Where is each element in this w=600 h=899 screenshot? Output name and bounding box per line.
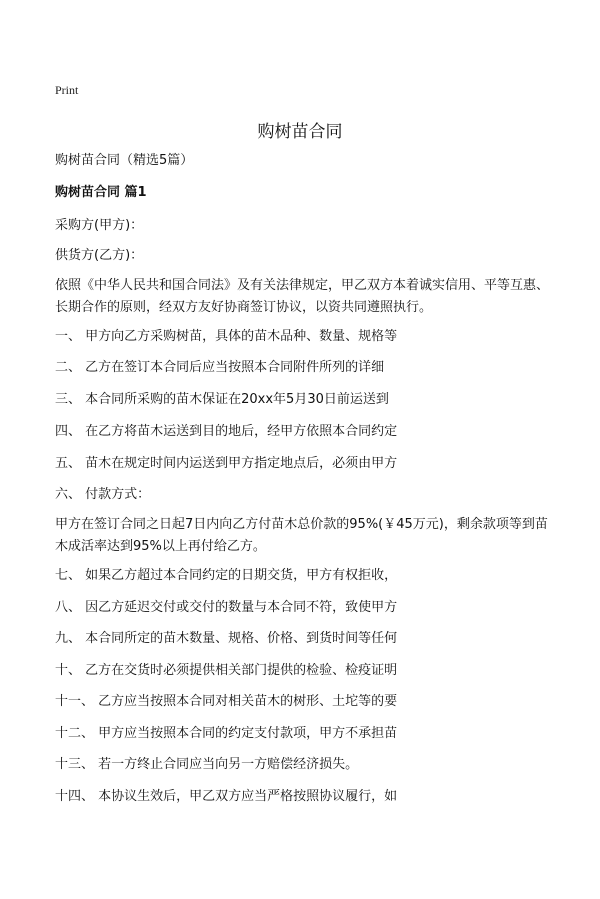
clause-12: 十二、 甲方应当按照本合同的约定支付款项，甲方不承担苗 bbox=[55, 726, 398, 741]
print-label: Print bbox=[55, 83, 79, 97]
buyer-line: 采购方(甲方)： bbox=[55, 218, 144, 233]
document-subtitle: 购树苗合同（精选5篇） bbox=[55, 153, 194, 168]
clause-1: 一、 甲方向乙方采购树苗，具体的苗木品种、数量、规格等 bbox=[55, 329, 398, 344]
clause-6: 六、 付款方式： bbox=[55, 487, 151, 502]
clause-2: 二、 乙方在签订本合同后应当按照本合同附件所列的详细 bbox=[55, 360, 385, 375]
clause-7: 七、 如果乙方超过本合同约定的日期交货，甲方有权拒收， bbox=[55, 568, 398, 583]
clause-14: 十四、 本协议生效后，甲乙双方应当严格按照协议履行，如 bbox=[55, 789, 398, 804]
section-heading: 购树苗合同 篇1 bbox=[55, 185, 147, 200]
clause-9: 九、 本合同所定的苗木数量、规格、价格、到货时间等任何 bbox=[55, 631, 398, 646]
supplier-line: 供货方(乙方)： bbox=[55, 248, 144, 263]
payment-terms-paragraph: 甲方在签订合同之日起7日内向乙方付苗木总价款的95%(￥45万元)，剩余款项等到苗木成活率达到95%以上再付给乙方。 bbox=[55, 517, 548, 554]
clause-13: 十三、 若一方终止合同应当向另一方赔偿经济损失。 bbox=[55, 757, 359, 772]
clause-3: 三、 本合同所采购的苗木保证在20xx年5月30日前运送到 bbox=[55, 392, 389, 407]
clause-11: 十一、 乙方应当按照本合同对相关苗木的树形、土坨等的要 bbox=[55, 694, 398, 709]
document-title: 购树苗合同 bbox=[257, 122, 343, 142]
clause-5: 五、 苗木在规定时间内运送到甲方指定地点后，必须由甲方 bbox=[55, 456, 398, 471]
clause-4: 四、 在乙方将苗木运送到目的地后，经甲方依照本合同约定 bbox=[55, 424, 398, 439]
intro-paragraph: 依照《中华人民共和国合同法》及有关法律规定，甲乙双方本着诚实信用、平等互惠、长期合作的原则，经双方友好协商签订协议，以资共同遵照执行。 bbox=[55, 278, 550, 315]
clause-8: 八、 因乙方延迟交付或交付的数量与本合同不符，致使甲方 bbox=[55, 600, 398, 615]
clause-10: 十、 乙方在交货时必须提供相关部门提供的检验、检疫证明 bbox=[55, 663, 398, 678]
